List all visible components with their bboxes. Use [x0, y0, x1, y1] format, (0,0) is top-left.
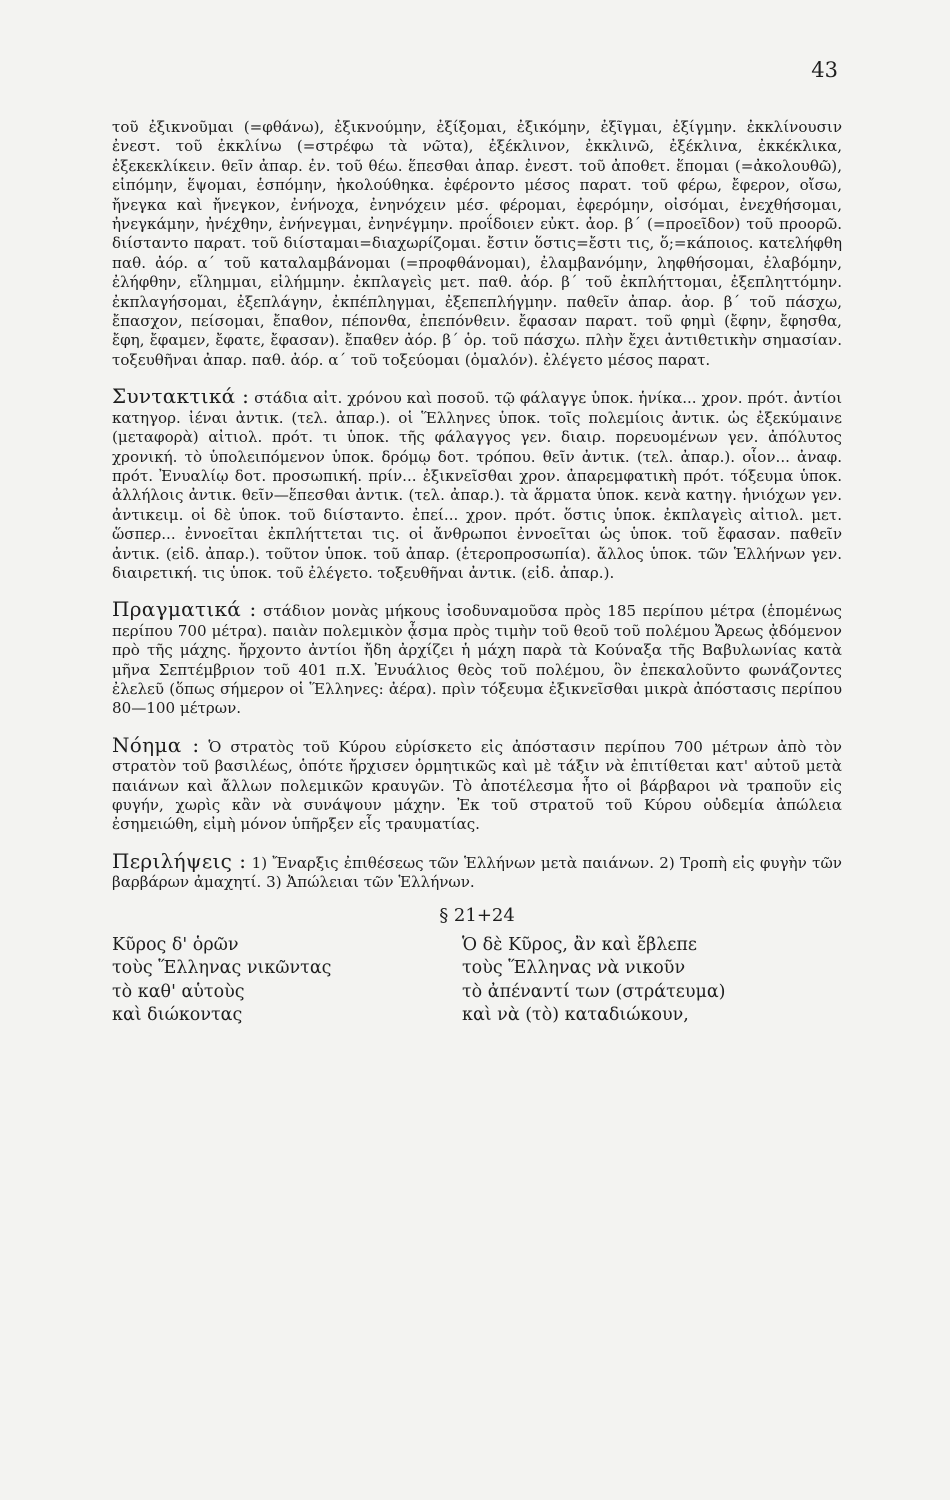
page-number: 43 [811, 58, 838, 82]
translation-line: καὶ νὰ (τὸ) καταδιώκουν, [462, 1005, 689, 1026]
translation-line: τὸ ἀπέναντί των (στράτευμα) [462, 981, 726, 1002]
summary-text: 1) Ἔναρξις ἐπιθέσεως τῶν Ἑλλήνων μετὰ παιάνων. 2) Τροπὴ εἰς φυγὴν τῶν βαρβάρων ἀμαχητί. 3) Ἀπώλειαι τῶν Ἑλλήνων. [112, 853, 842, 892]
meaning-text: Ὁ στρατὸς τοῦ Κύρου εὑρίσκετο εἰς ἀπόστασιν περίπου 700 μέτρων ἀπὸ τὸν στρατὸν τοῦ βασιλέως, ὁπότε ἤρχισεν ὁρμητικῶς καὶ μὲ τάξιν νὰ ἐπιτίθεται κατ' αὐτοῦ μετὰ παιάνων καὶ ἄλλων πολεμικῶν κραυγῶν. Τὸ ἀποτέλεσμα ἦτο οἱ βάρβαροι νὰ τραποῦν εἰς φυγήν, χωρὶς κἂν νὰ συνάψουν μάχην. Ἐκ τοῦ στρατοῦ τοῦ Κύρου οὐδεμία ἀπώλεια ἐσημειώθη, εἰμὴ μόνον ὑπῆρξεν εἷς τραυματίας. [112, 737, 842, 834]
realia-text: στάδιον μονὰς μήκους ἰσοδυναμοῦσα πρὸς 185 περίπου μέτρα (ἑπομένως περίπου 700 μέτρα). παιὰν πολεμικὸν ᾆσμα πρὸς τιμὴν τοῦ θεοῦ τοῦ πολέμου Ἄρεως ᾀδόμενον πρὸ τῆς μάχης. ἤρχοντο ἀντίοι ἤδη ἀρχίζει ἡ μάχη παρὰ τὰ Κούναξα τῆς Βαβυλωνίας κατὰ μῆνα Σεπτέμβριον τοῦ 401 π.Χ. Ἐνυάλιος θεὸς τοῦ πολέμου, ὃν ἐπεκαλοῦντο φωνάζοντες ἐλελεῦ (ὅπως σήμερον οἱ Ἕλληνες: ἀέρα). πρὶν τόξευμα ἐξικνεῖσθαι μικρὰ ἀπόστασις περίπου 80—100 μέτρων. [112, 602, 842, 718]
translation-line: τοὺς Ἕλληνας νὰ νικοῦν [462, 958, 686, 979]
page-content [112, 118, 842, 1028]
vocabulary-paragraph: τοῦ ἐξικνοῦμαι (=φθάνω), ἐξικνούμην, ἐξίξομαι, ἐξικόμην, ἐξῖγμαι, ἐξίγμην. ἐκκλίνουσιν ἐνεστ. τοῦ ἐκκλίνω (=στρέφω τὰ νῶτα), ἐξέκλινον, ἐκκλινῶ, ἐξέκλινα, ἐκκέκλικα, ἐξεκεκλίκειν. θεῖν ἀπαρ. ἐν. τοῦ θέω. ἕπεσθαι ἀπαρ. ἐνεστ. τοῦ ἀποθετ. ἕπομαι (=ἀκολουθῶ), εἱπόμην, ἕψομαι, ἑσπόμην, ἠκολούθηκα. ἐφέροντο μέσος παρατ. τοῦ φέρω, ἔφερον, οἴσω, ἤνεγκα καὶ ἤνεγκον, ἐνήνοχα, ἐνηνόχειν μέσ. φέρομαι, ἐφερόμην, οἰσόμαι, ἐνεχθήσομαι, ἠνεγκάμην, ἠνέχθην, ἐνήνεγμαι, ἐνηνέγμην. προΐδοιεν εὐκτ. ἀορ. β΄ (=προεῖδον) τοῦ προορῶ. διίσταντο παρατ. τοῦ διίσταμαι=διαχωρίζομαι. ἔστιν ὅστις=ἔστι τις, ὅ;=κάποιος. κατελήφθη παθ. ἀόρ. α΄ τοῦ καταλαμβάνομαι (=προφθάνομαι), ἐλαμβανόμην, ληφθήσομαι, ἐλαβόμην, ἐλήφθην, εἴλημμαι, εἰλήμμην. ἐκπλαγεὶς μετ. παθ. ἀόρ. β΄ τοῦ ἐκπλήττομαι, ἐξεπληττόμην. ἐκπλαγήσομαι, ἐξεπλάγην, ἐκπέπληγμαι, ἐξεπεπλήγμην. παθεῖν ἀπαρ. ἀορ. β΄ τοῦ πάσχω, ἔπασχον, πείσομαι, ἔπαθον, πέπονθα, ἐπεπόνθειν. ἔφασαν παρατ. τοῦ φημὶ (ἔφην, ἔφησθα, ἔφη, ἔφαμεν, ἔφατε, ἔφασαν). ἔπαθεν ἀόρ. β΄ ὁρ. τοῦ πάσχω. πλὴν ἔχει ἀντιθετικὴν σημασίαν. τοξευθῆναι ἀπαρ. παθ. ἀόρ. α΄ τοῦ τοξεύομαι (ὁμαλόν). ἐλέγετο μέσος παρατ. [112, 118, 842, 369]
meaning-paragraph [112, 732, 842, 835]
realia-heading: Πραγματικά : [112, 597, 257, 622]
summary-heading: Περιλήψεις : [112, 848, 247, 873]
original-line: καὶ διώκοντας [112, 1005, 243, 1026]
parallel-text [112, 934, 842, 1028]
summary-paragraph [112, 848, 842, 893]
meaning-heading: Νόημα : [112, 732, 200, 757]
translation-line: Ὁ δὲ Κῦρος, ἂν καὶ ἔβλεπε [462, 934, 697, 955]
realia-paragraph [112, 597, 842, 718]
section-label: § 21+24 [439, 904, 515, 926]
original-text-column [112, 934, 452, 1028]
original-line: Κῦρος δ' ὁρῶν [112, 934, 239, 955]
syntax-paragraph [112, 384, 842, 583]
translation-column [462, 934, 842, 1028]
syntax-text: στάδια αἰτ. χρόνου καὶ ποσοῦ. τῷ φάλαγγε ὑποκ. ἡνίκα... χρον. πρότ. ἀντίοι κατηγορ. ἰέναι ἀντικ. (τελ. ἀπαρ.). οἱ Ἕλληνες ὑποκ. τοῖς πολεμίοις ἀντικ. ὡς ἐξεκύμαινε (μεταφορὰ) αἰτιολ. πρότ. τι ὑποκ. τῆς φάλαγγος γεν. διαιρ. πορευομένων γεν. ἀπόλυτος χρονική. τὸ ὑπολειπόμενον ὑποκ. δρόμῳ δοτ. τρόπου. θεῖν ἀντικ. (τελ. ἀπαρ.). οἷον... ἀναφ. πρότ. Ἐνυαλίῳ δοτ. προσωπική. πρίν... ἐξικνεῖσθαι χρον. ἀπαρεμφατικὴ πρότ. τόξευμα ὑποκ. ἀλλήλοις ἀντικ. θεῖν—ἕπεσθαι ἀντικ. (τελ. ἀπαρ.). τὰ ἅρματα ὑποκ. κενὰ κατηγ. ἡνιόχων γεν. ἀντικειμ. οἱ δὲ ὑποκ. τοῦ διίσταντο. ἐπεί... χρον. πρότ. ὅστις ὑποκ. ἐκπλαγεὶς αἰτιολ. μετ. ὥσπερ... ἐννοεῖται ἐκπλήττεται τις. οἱ ἄνθρωποι ἐννοεῖται ὡς ὑποκ. τοῦ ἔφασαν. παθεῖν ἀντικ. (εἰδ. ἀπαρ.). τοῦτον ὑποκ. τοῦ ἀπαρ. (ἑτεροπροσωπία). ἄλλος ὑποκ. τῶν Ἑλλήνων γεν. διαιρετική. τις ὑποκ. τοῦ ἐλέγετο. τοξευθῆναι ἀντικ. (εἰδ. ἀπαρ.). [112, 389, 842, 582]
syntax-heading: Συντακτικά : [112, 384, 250, 409]
original-line: τὸ καθ' αὑτοὺς [112, 981, 245, 1002]
original-line: τοὺς Ἕλληνας νικῶντας [112, 958, 332, 979]
